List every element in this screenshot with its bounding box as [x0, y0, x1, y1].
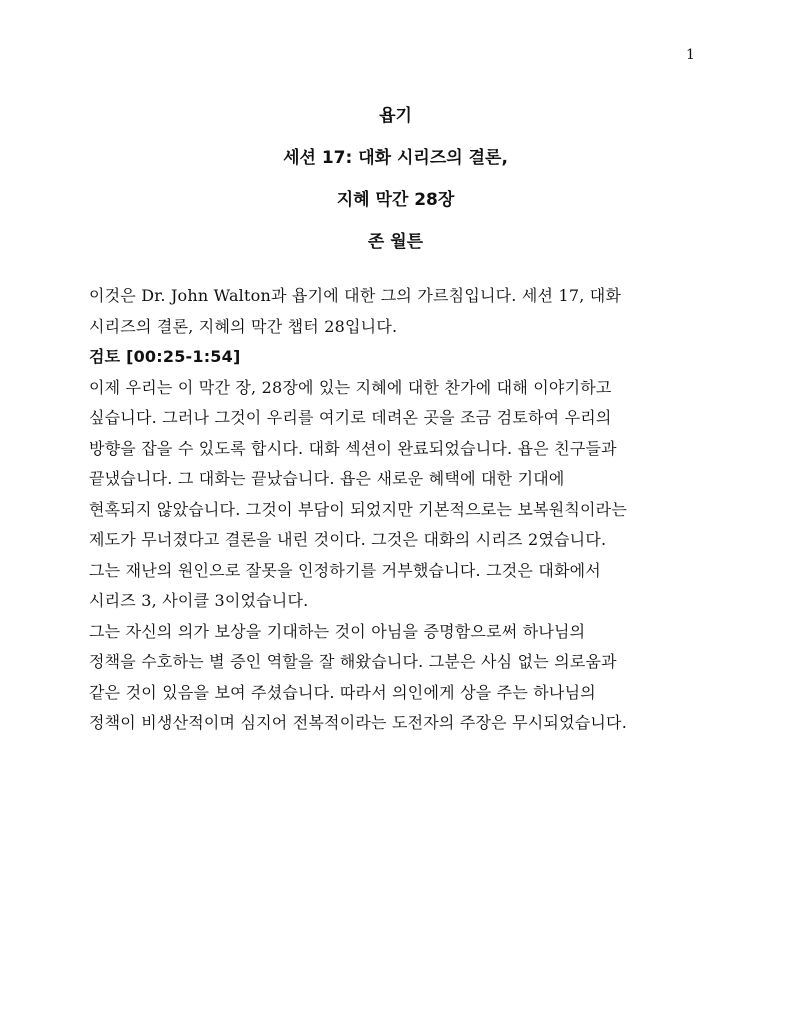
section-heading-review: 검토 [00:25-1:54] [89, 347, 241, 366]
paragraph-line: 같은 것이 있음을 보여 주셨습니다. 따라서 의인에게 상을 주는 하나님의 [89, 682, 596, 702]
paragraph-line: 방향을 잡을 수 있도록 합시다. 대화 섹션이 완료되었습니다. 욥은 친구들과 [89, 438, 617, 458]
paragraph-line: 제도가 무너졌다고 결론을 내린 것이다. 그것은 대화의 시리즈 2였습니다. [89, 530, 607, 549]
author-name: 존 월튼 [367, 232, 424, 252]
chapter-subtitle: 지혜 막간 28장 [336, 190, 455, 210]
title-block [0, 104, 791, 272]
paragraph-line: 그는 자신의 의가 보상을 기대하는 것이 아님을 증명함으로써 하나님의 [89, 621, 586, 641]
paragraph-line: 현혹되지 않았습니다. 그것이 부담이 되었지만 기본적으로는 보복원칙이라는 [89, 499, 627, 519]
intro-line-1: 이것은 Dr. John Walton과 욥기에 대한 그의 가르침입니다. 세션 17, 대화 [89, 286, 622, 305]
session-title: 세션 17: 대화 시리즈의 결론, [283, 148, 508, 168]
document-body [89, 284, 709, 742]
paragraph-line: 싶습니다. 그러나 그것이 우리를 여기로 데려온 곳을 조금 검토하여 우리의 [89, 408, 612, 427]
paragraph-line: 시리즈 3, 사이클 3이었습니다. [89, 591, 309, 610]
paragraph-line: 정책을 수호하는 별 증인 역할을 잘 해왔습니다. 그분은 사심 없는 의로움과 [89, 652, 617, 671]
page-number: 1 [686, 47, 695, 63]
paragraph-line: 끝냈습니다. 그 대화는 끝났습니다. 욥은 새로운 혜택에 대한 기대에 [89, 469, 565, 488]
paragraph-line: 이제 우리는 이 막간 장, 28장에 있는 지혜에 대한 찬가에 대해 이야기하고 [89, 377, 612, 397]
paragraph-line: 정책이 비생산적이며 심지어 전복적이라는 도전자의 주장은 무시되었습니다. [89, 713, 627, 732]
paragraph-line: 그는 재난의 원인으로 잘못을 인정하기를 거부했습니다. 그것은 대화에서 [89, 560, 601, 580]
intro-line-2: 시리즈의 결론, 지혜의 막간 챕터 28입니다. [89, 316, 398, 336]
book-title: 욥기 [379, 106, 412, 126]
